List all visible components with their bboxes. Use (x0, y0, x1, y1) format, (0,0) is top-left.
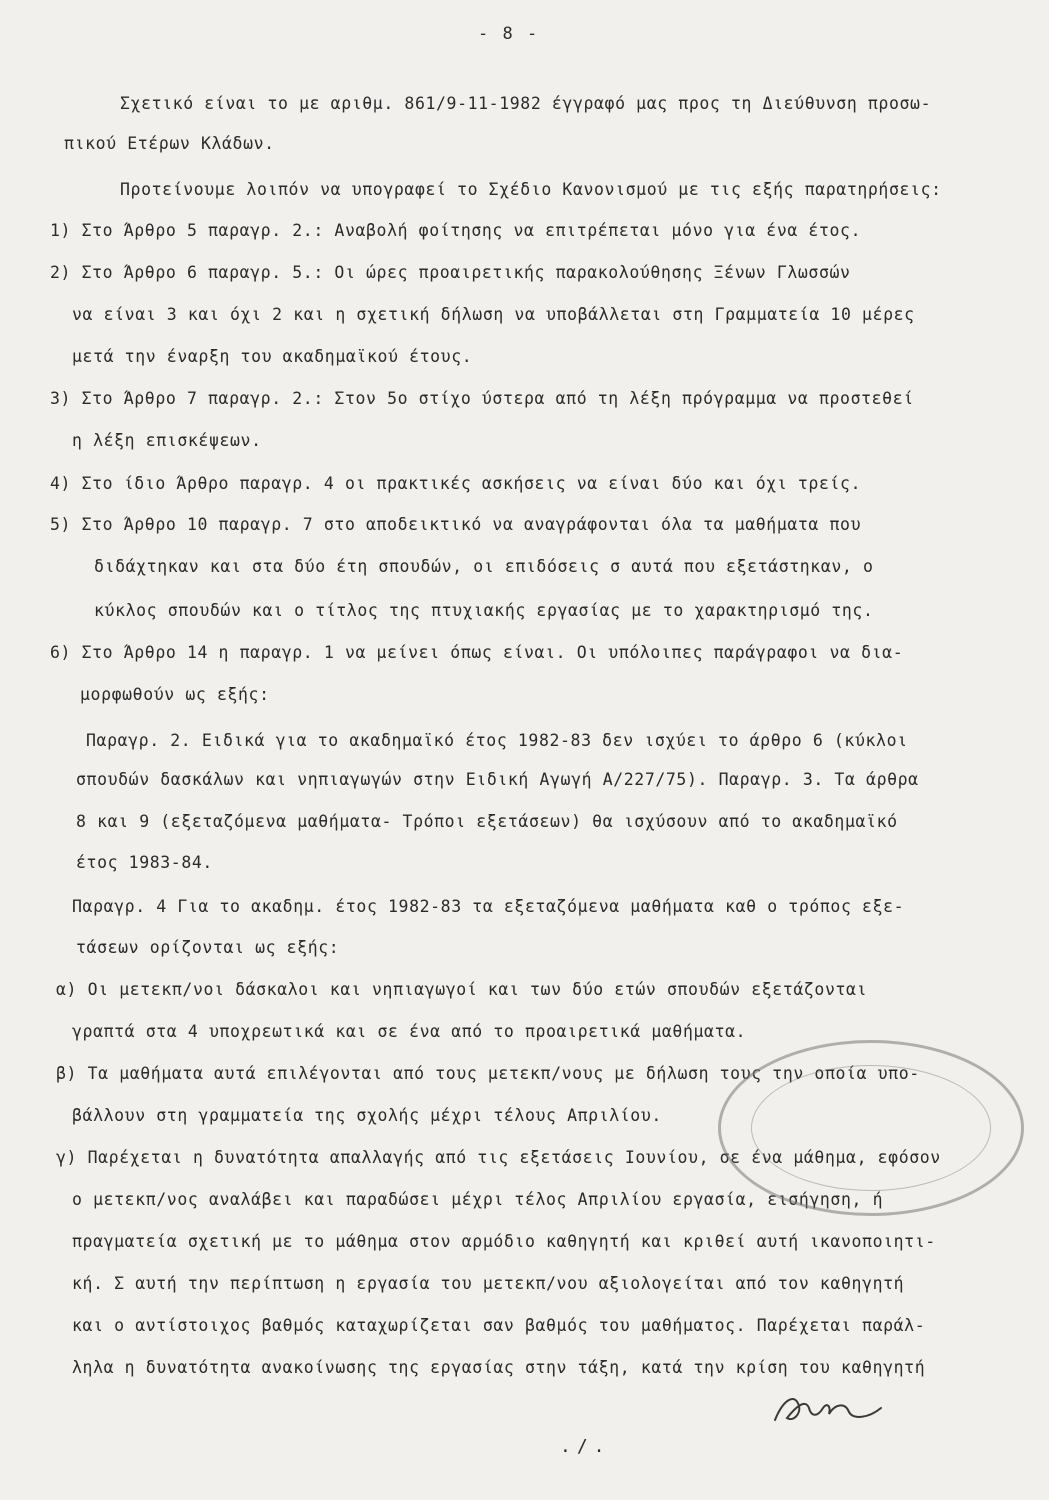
text-line: ο μετεκπ/νος αναλάβει και παραδώσει μέχρι τέλος Απριλίου εργασία, εισήγηση, ή (72, 1190, 884, 1209)
text-line: μετά την έναρξη του ακαδημαϊκού έτους. (72, 347, 473, 366)
text-line: ληλα η δυνατότητα ανακοίνωσης της εργασίας στην τάξη, κατά την κρίση του καθηγητή (72, 1358, 926, 1377)
text-line: να είναι 3 και όχι 2 και η σχετική δήλωση να υποβάλλεται στη Γραμματεία 10 μέρες (72, 305, 915, 324)
text-line: 3) Στο Άρθρο 7 παραγρ. 2.: Στον 5ο στίχο ύστερα από τη λέξη πρόγραμμα να προστεθεί (50, 389, 914, 408)
text-line: μορφωθούν ως εξής: (80, 685, 270, 704)
text-line: Προτείνουμε λοιπόν να υπογραφεί το Σχέδιο Κανονισμού με τις εξής παρατηρήσεις: (120, 180, 942, 199)
text-line: 1) Στο Άρθρο 5 παραγρ. 2.: Αναβολή φοίτησης να επιτρέπεται μόνο για ένα έτος. (50, 221, 862, 240)
official-stamp-inner-ring (751, 1065, 991, 1191)
text-line: πραγματεία σχετική με το μάθημα στον αρμόδιο καθηγητή και κριθεί αυτή ικανοποιητι- (72, 1232, 936, 1251)
text-line: τάσεων ορίζονται ως εξής: (76, 938, 340, 957)
text-line: κή. Σ αυτή την περίπτωση η εργασία του μετεκπ/νου αξιολογείται από τον καθηγητή (72, 1274, 905, 1293)
text-line: β) Τα μαθήματα αυτά επιλέγονται από τους μετεκπ/νους με δήλωση τους την οποία υπο- (56, 1064, 920, 1083)
official-stamp (718, 1040, 1024, 1216)
text-line: η λέξη επισκέψεων. (72, 431, 262, 450)
text-line: Σχετικό είναι το με αριθμ. 861/9-11-1982 έγγραφό μας προς τη Διεύθυνση προσω- (120, 94, 932, 113)
text-line: και ο αντίστοιχος βαθμός καταχωρίζεται σαν βαθμός του μαθήματος. Παρέχεται παράλ- (72, 1316, 926, 1335)
page-number: - 8 - (478, 24, 540, 44)
text-line: Παραγρ. 2. Ειδικά για το ακαδημαϊκό έτος 1982-83 δεν ισχύει το άρθρο 6 (κύκλοι (86, 731, 908, 750)
text-line: έτος 1983-84. (76, 853, 213, 872)
text-line: βάλλουν στη γραμματεία της σχολής μέχρι τέλους Απριλίου. (72, 1106, 662, 1125)
page-footer: ./. (560, 1436, 611, 1457)
text-line: πικού Ετέρων Κλάδων. (64, 134, 275, 153)
text-line: Παραγρ. 4 Για το ακαδημ. έτος 1982-83 τα εξεταζόμενα μαθήματα καθ ο τρόπος εξε- (72, 897, 905, 916)
text-line: γ) Παρέχεται η δυνατότητα απαλλαγής από τις εξετάσεις Ιουνίου, σε ένα μάθημα, εφόσον (56, 1148, 941, 1167)
text-line: 4) Στο ίδιο Άρθρο παραγρ. 4 οι πρακτικές ασκήσεις να είναι δύο και όχι τρείς. (50, 474, 862, 493)
text-line: διδάχτηκαν και στα δύο έτη σπουδών, οι επιδόσεις σ αυτά που εξετάστηκαν, ο (94, 557, 874, 576)
handwritten-signature (765, 1378, 885, 1438)
text-line: κύκλος σπουδών και ο τίτλος της πτυχιακής εργασίας με το χαρακτηρισμό της. (94, 601, 874, 620)
text-line: γραπτά στα 4 υποχρεωτικά και σε ένα από το προαιρετικά μαθήματα. (72, 1022, 747, 1041)
text-line: 2) Στο Άρθρο 6 παραγρ. 5.: Οι ώρες προαιρετικής παρακολούθησης Ξένων Γλωσσών (50, 263, 851, 282)
text-line: 8 και 9 (εξεταζόμενα μαθήματα- Τρόποι εξετάσεων) θα ισχύσουν από το ακαδημαϊκό (76, 812, 898, 831)
text-line: α) Οι μετεκπ/νοι δάσκαλοι και νηπιαγωγοί και των δύο ετών σπουδών εξετάζονται (56, 980, 868, 999)
text-line: 5) Στο Άρθρο 10 παραγρ. 7 στο αποδεικτικό να αναγράφονται όλα τα μαθήματα που (50, 515, 862, 534)
text-line: σπουδών δασκάλων και νηπιαγωγών στην Ειδική Αγωγή Α/227/75). Παραγρ. 3. Τα άρθρα (76, 770, 919, 789)
text-line: 6) Στο Άρθρο 14 η παραγρ. 1 να μείνει όπως είναι. Οι υπόλοιπες παράγραφοι να δια- (50, 643, 904, 662)
